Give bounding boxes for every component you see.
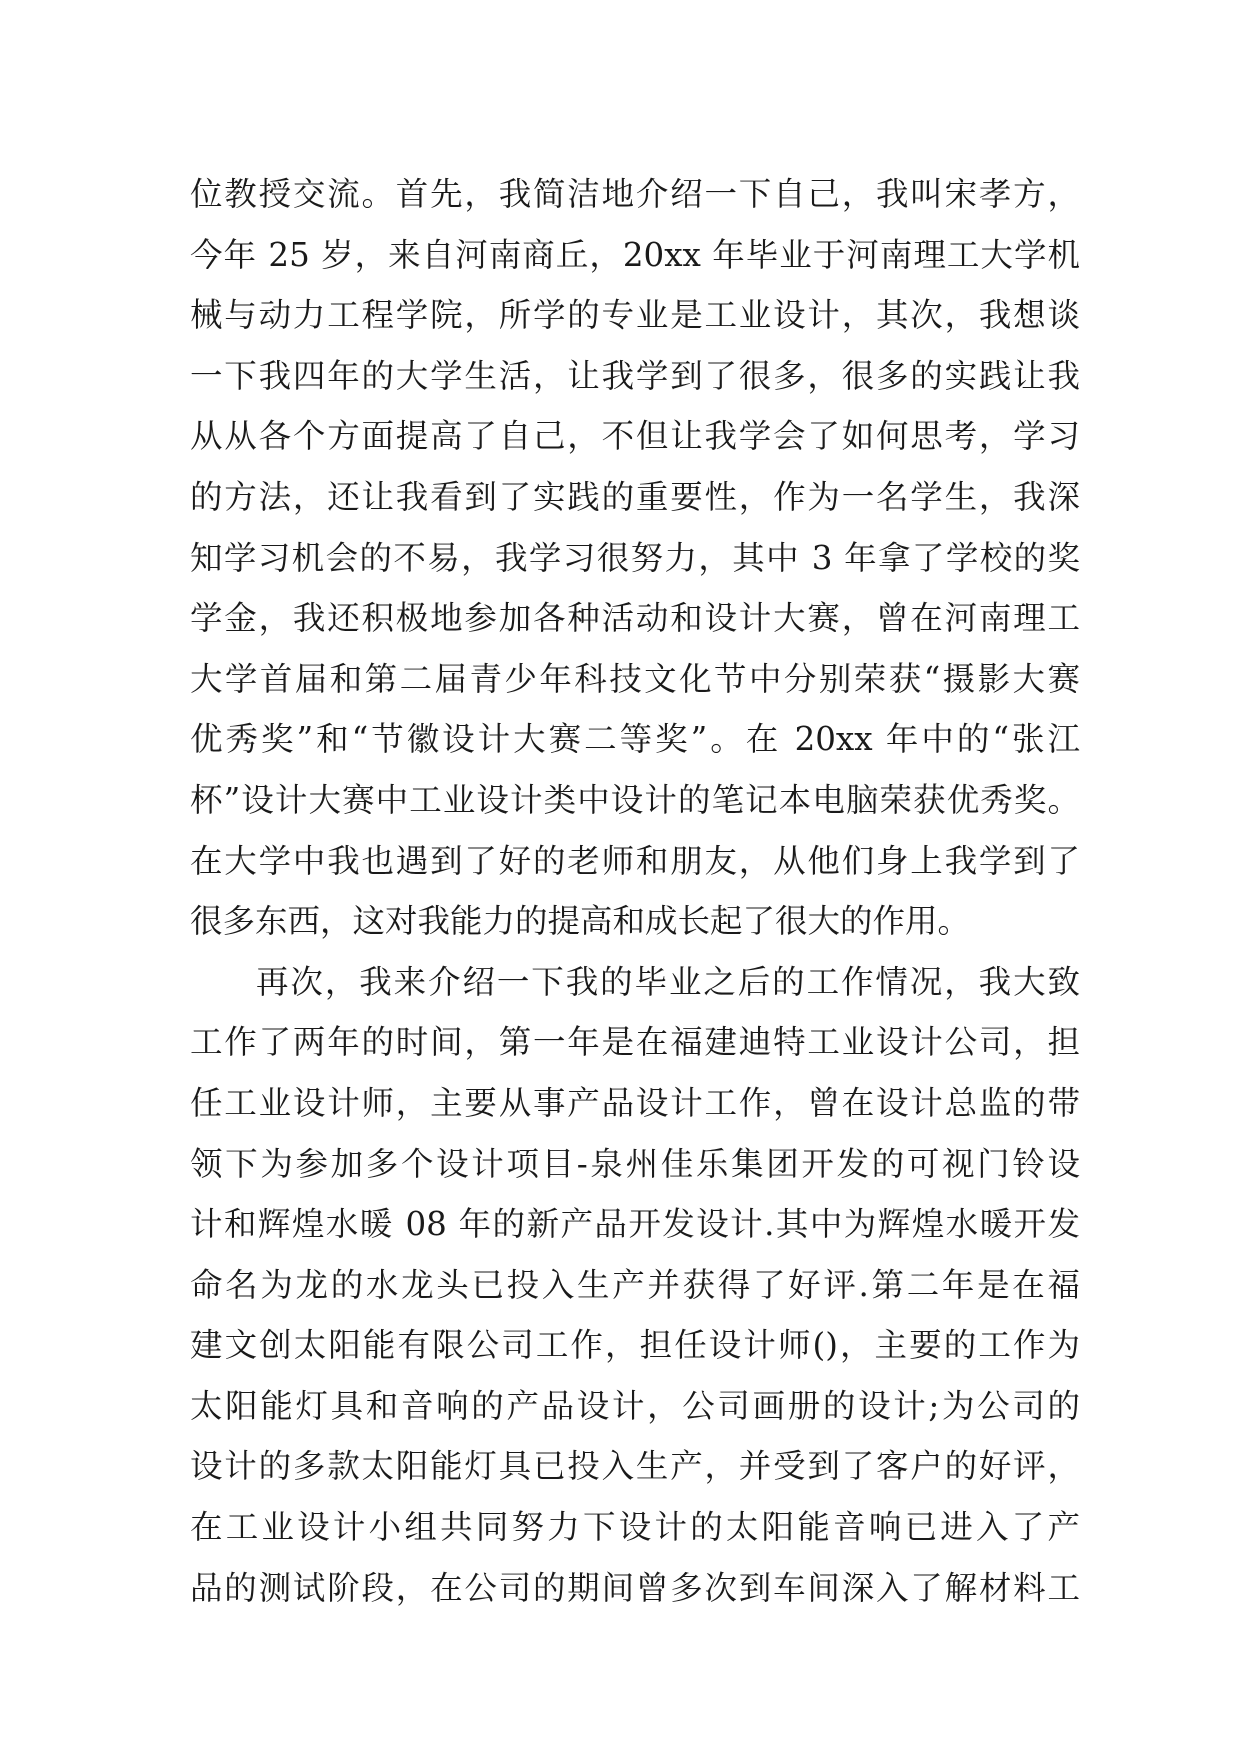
text-line: 命名为龙的水龙头已投入生产并获得了好评.第二年是在福 xyxy=(190,1265,1080,1304)
text-line: 计和辉煌水暖 08 年的新产品开发设计.其中为辉煌水暖开发 xyxy=(190,1205,1080,1244)
text-line: 大学首届和第二届青少年科技文化节中分别荣获“摄影大赛 xyxy=(190,659,1080,698)
text-line: 械与动力工程学院，所学的专业是工业设计，其次，我想谈 xyxy=(190,296,1080,335)
text-line: 今年 25 岁，来自河南商丘，20xx 年毕业于河南理工大学机 xyxy=(190,235,1080,274)
text-line: 太阳能灯具和音响的产品设计，公司画册的设计;为公司的 xyxy=(190,1386,1080,1425)
body-text xyxy=(190,164,1080,1618)
text-line: 领下为参加多个设计项目-泉州佳乐集团开发的可视门铃设 xyxy=(190,1144,1080,1183)
text-line: 在大学中我也遇到了好的老师和朋友，从他们身上我学到了 xyxy=(190,841,1080,880)
text-line: 品的测试阶段，在公司的期间曾多次到车间深入了解材料工 xyxy=(190,1568,1080,1607)
text-line: 工作了两年的时间，第一年是在福建迪特工业设计公司，担 xyxy=(190,1023,1080,1062)
text-line: 建文创太阳能有限公司工作，担任设计师()，主要的工作为 xyxy=(190,1326,1080,1365)
text-line: 的方法，还让我看到了实践的重要性，作为一名学生，我深 xyxy=(190,477,1080,516)
text-line: 设计的多款太阳能灯具已投入生产，并受到了客户的好评， xyxy=(190,1447,1080,1486)
text-line: 再次，我来介绍一下我的毕业之后的工作情况，我大致 xyxy=(256,962,1080,1001)
text-line: 任工业设计师，主要从事产品设计工作，曾在设计总监的带 xyxy=(190,1083,1080,1122)
text-line: 位教授交流。首先，我简洁地介绍一下自己，我叫宋孝方， xyxy=(190,175,1080,213)
text-line: 优秀奖”和“节徽设计大赛二等奖”。在 20xx 年中的“张江 xyxy=(190,720,1080,759)
text-line: 杯”设计大赛中工业设计类中设计的笔记本电脑荣获优秀奖。 xyxy=(190,780,1080,819)
text-line: 在工业设计小组共同努力下设计的太阳能音响已进入了产 xyxy=(190,1508,1080,1547)
text-line: 学金，我还积极地参加各种活动和设计大赛，曾在河南理工 xyxy=(190,599,1080,638)
text-line: 从从各个方面提高了自己，不但让我学会了如何思考，学习 xyxy=(190,417,1080,456)
text-line: 一下我四年的大学生活，让我学到了很多，很多的实践让我 xyxy=(190,356,1080,395)
text-line: 知学习机会的不易，我学习很努力，其中 3 年拿了学校的奖 xyxy=(190,538,1080,577)
text-line: 很多东西，这对我能力的提高和成长起了很大的作用。 xyxy=(190,902,971,941)
